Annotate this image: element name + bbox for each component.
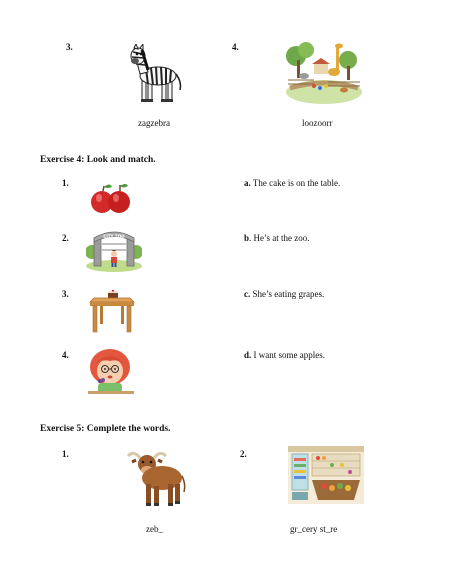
ex4-sentence-b	[244, 233, 310, 243]
girl-eating-picture	[86, 347, 136, 395]
ex5-word-1: zeb_	[146, 524, 163, 534]
ex4-sentence-d-letter: d.	[244, 350, 252, 360]
zoo-gate-sign: CITY ZOO	[103, 234, 125, 239]
ex4-picture-number-1: 1.	[62, 178, 69, 188]
ex4-sentence-b-letter: b	[244, 233, 250, 243]
zoo-picture	[284, 42, 364, 106]
zoo-gate-picture	[86, 228, 142, 272]
zebra-picture	[128, 44, 184, 106]
ex3-item-number-3: 3.	[66, 42, 73, 52]
ex4-sentence-a-letter: a.	[244, 178, 251, 188]
ex4-sentence-b-text: . He’s at the zoo.	[249, 233, 310, 243]
grocery-store-picture	[288, 446, 364, 504]
ex4-picture-number-2: 2.	[62, 233, 69, 243]
exercise-5-title: Exercise 5: Complete the words.	[40, 424, 171, 434]
ex4-sentence-a-text: The cake is on the table.	[250, 178, 341, 188]
exercise-4-title: Exercise 4: Look and match.	[40, 155, 156, 165]
ex3-scrambled-word-3: zagzebra	[138, 118, 170, 128]
ex4-picture-number-4: 4.	[62, 350, 69, 360]
table-cake-picture	[88, 290, 136, 334]
ex4-sentence-c	[244, 289, 324, 299]
ex5-word-2: gr_cery st_re	[290, 524, 338, 534]
ex4-sentence-a	[244, 178, 340, 188]
apples-picture	[90, 182, 132, 216]
ex5-item-number-1: 1.	[62, 449, 69, 459]
ex4-picture-number-3: 3.	[62, 289, 69, 299]
ex4-sentence-d	[244, 350, 325, 360]
ex4-sentence-c-letter: c.	[244, 289, 251, 299]
ox-picture	[124, 448, 186, 510]
ex4-sentence-c-text: She’s eating grapes.	[250, 289, 325, 299]
ex3-scrambled-word-4: loozoorr	[302, 118, 333, 128]
ex3-item-number-4: 4.	[232, 42, 239, 52]
ex4-sentence-d-text: I want some apples.	[251, 350, 325, 360]
ex5-item-number-2: 2.	[240, 449, 247, 459]
